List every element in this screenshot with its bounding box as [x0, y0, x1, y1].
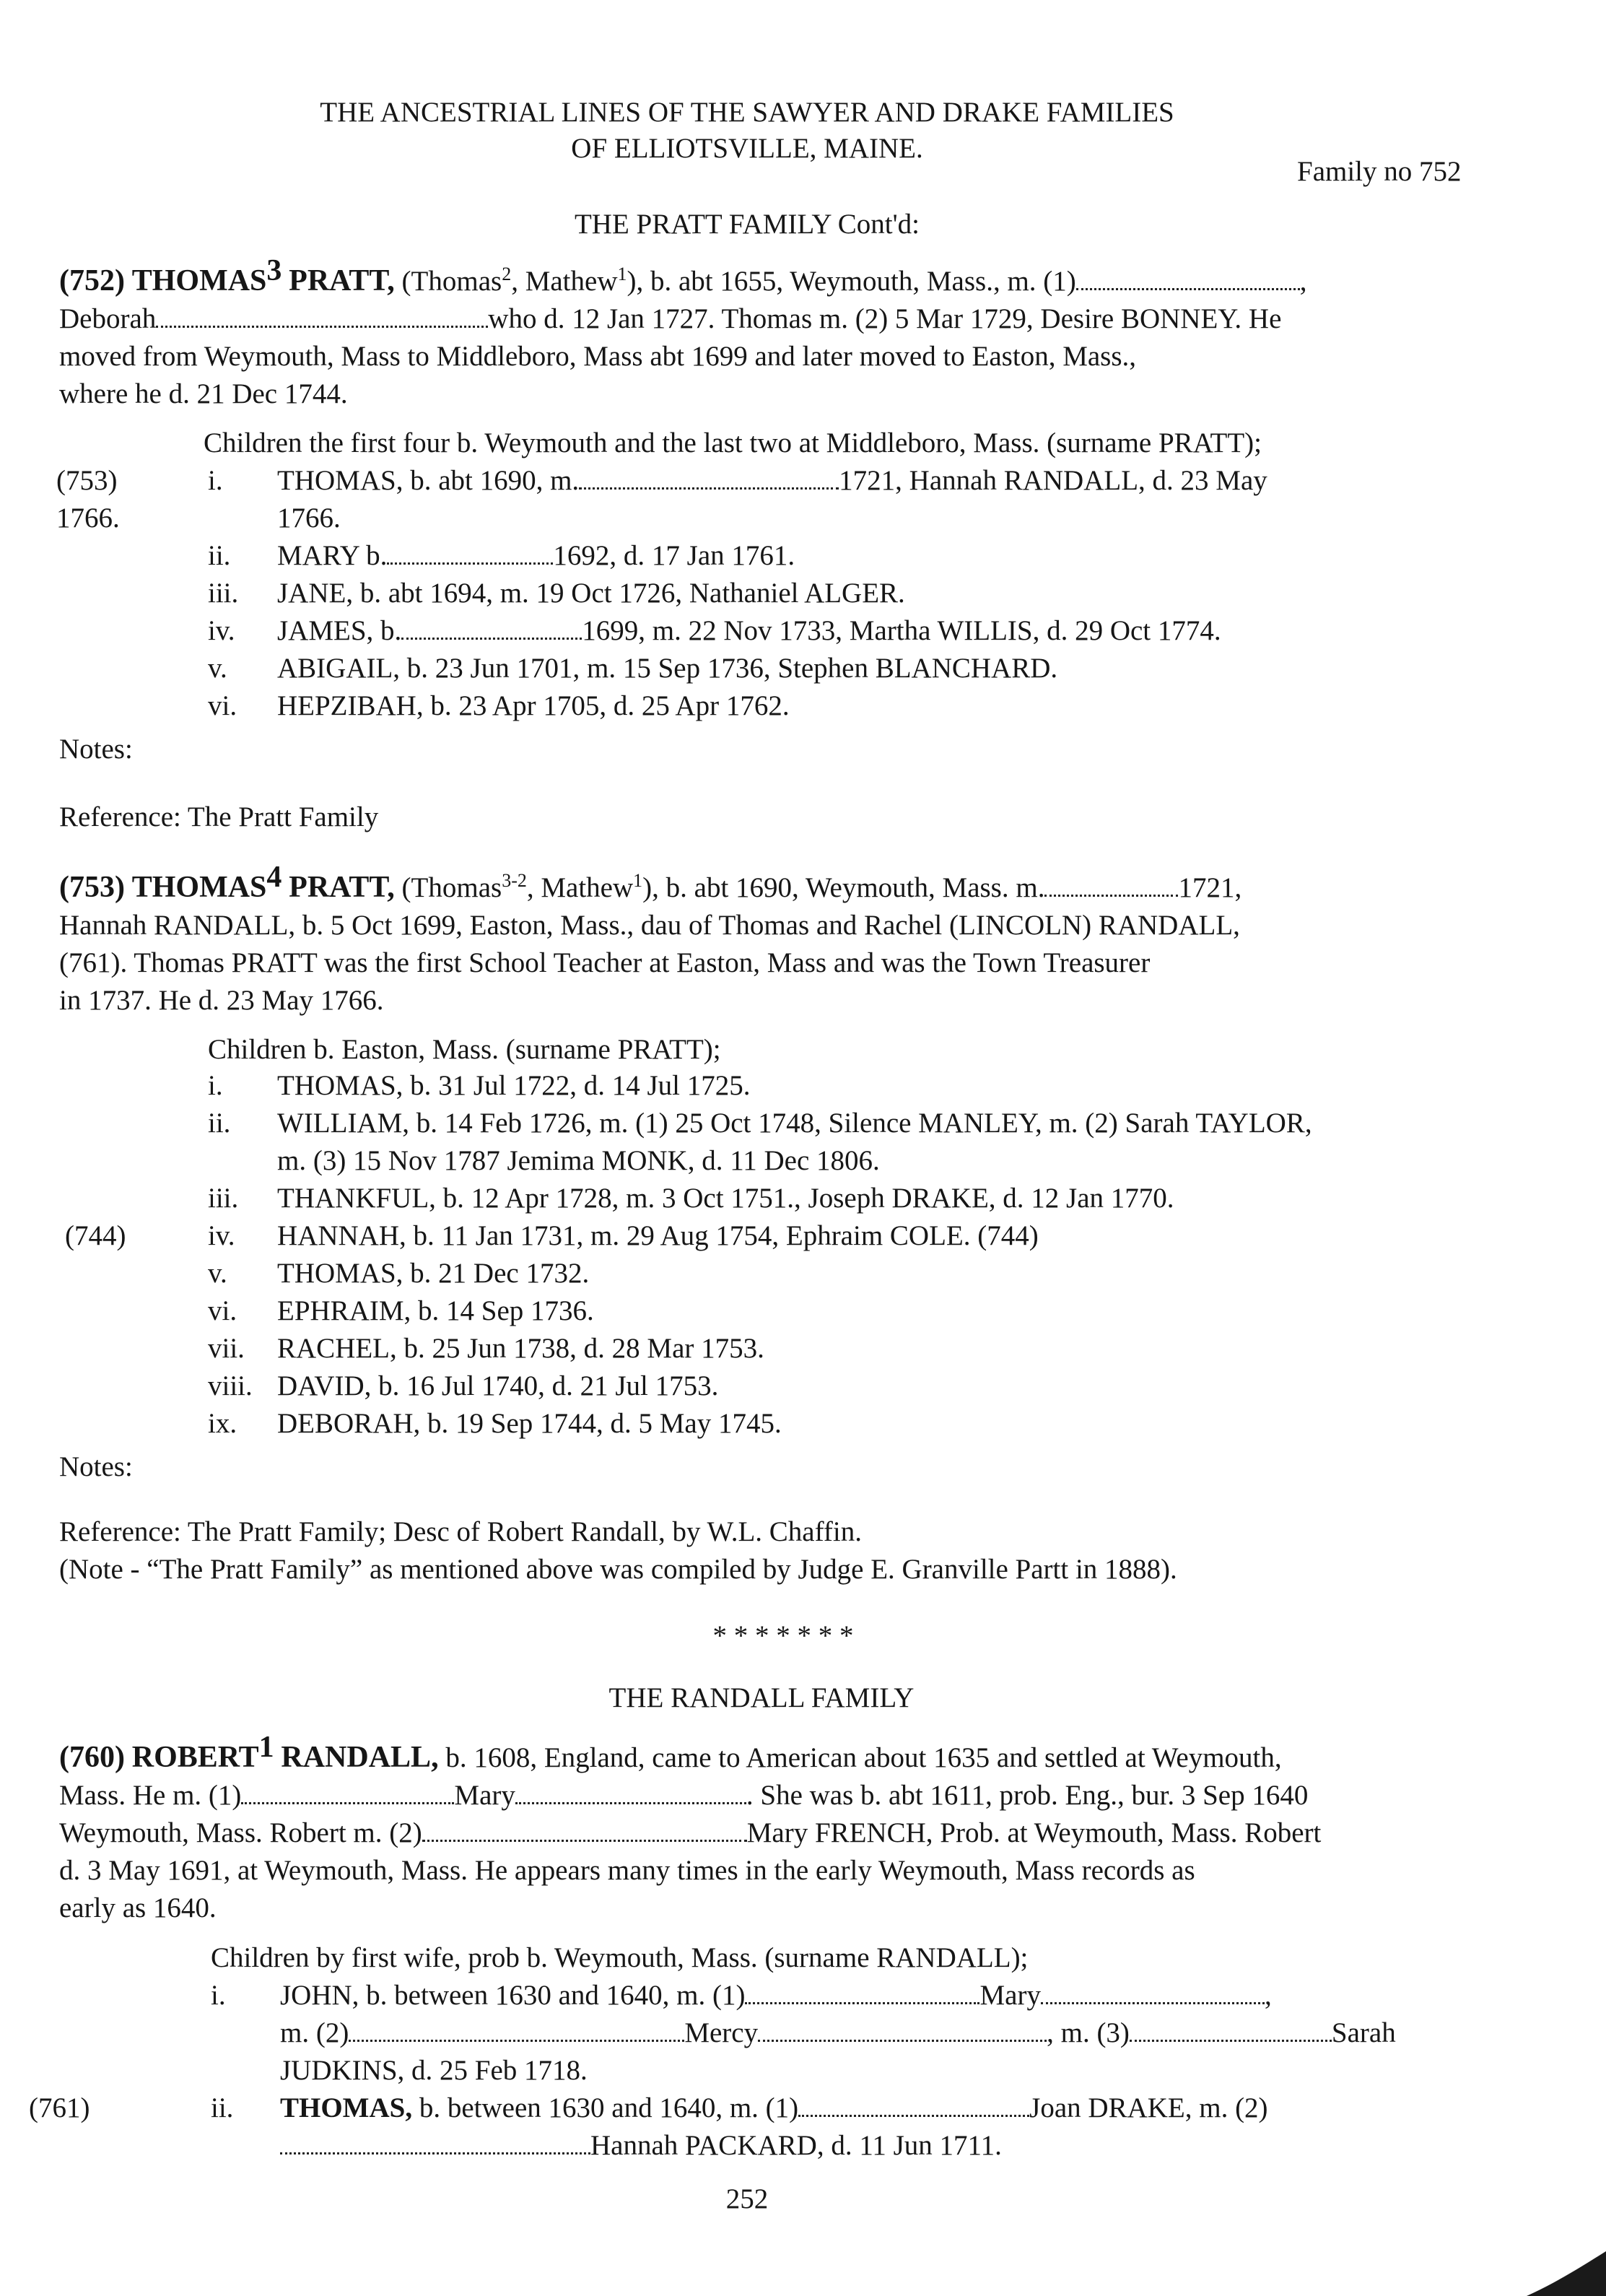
child-roman: i.	[208, 1070, 223, 1101]
entry-753-line1-end: 1721,	[1178, 872, 1242, 903]
list-item	[0, 537, 1606, 575]
entry-752-wife: Deborah	[59, 303, 157, 334]
child-roman: vii.	[208, 1333, 245, 1364]
child-text: DEBORAH, b. 19 Sep 1744, d. 5 May 1745.	[277, 1408, 782, 1439]
child-text-cont	[280, 2127, 1002, 2165]
entry-760-wife2: Mary FRENCH, Prob. at Weymouth, Mass. Robert	[746, 1817, 1322, 1848]
child-text-a: b. between 1630 and 1640, m. (1)	[412, 2092, 799, 2123]
entry-760-line4: d. 3 May 1691, at Weymouth, Mass. He appears many times in the early Weymouth, Mass records as	[59, 1855, 1195, 1886]
child-text: DAVID, b. 16 Jul 1740, d. 21 Jul 1753.	[277, 1370, 719, 1401]
list-item-continuation	[0, 500, 1606, 537]
entry-752-lineage: (Thomas	[401, 266, 502, 297]
entry-752	[59, 254, 1561, 413]
entry-752-number: (752)	[59, 264, 125, 297]
child-text-b: 1721, Hannah RANDALL, d. 23 May	[839, 465, 1267, 496]
list-item-continuation	[0, 2014, 1606, 2052]
entry-752-lineage-sup: 2	[502, 264, 512, 284]
list-item	[0, 2090, 1606, 2127]
child-ref: (744)	[65, 1220, 126, 1251]
blank-line	[241, 1780, 454, 1804]
children-intro-753: Children b. Easton, Mass. (surname PRATT);	[208, 1034, 721, 1065]
child-text	[277, 612, 1221, 650]
child-name: MARY	[277, 540, 359, 571]
child-ref: (761)	[29, 2092, 90, 2123]
list-item	[0, 1292, 1606, 1330]
list-item	[0, 650, 1606, 687]
child-roman: ix.	[208, 1408, 237, 1439]
blank-line	[280, 2131, 590, 2154]
child-ref: (753)	[56, 465, 118, 496]
list-item	[0, 1367, 1606, 1405]
child-name: JAMES	[277, 615, 367, 646]
entry-760-wife1: Mary	[454, 1780, 515, 1811]
child-text	[280, 2090, 1268, 2127]
child-roman: ii.	[208, 540, 231, 571]
child-text: JANE, b. abt 1694, m. 19 Oct 1726, Nathaniel ALGER.	[277, 578, 905, 609]
entry-760-line5: early as 1640.	[59, 1892, 217, 1923]
entry-752-lineage-b-sup: 1	[617, 264, 627, 284]
list-item-continuation	[0, 2052, 1606, 2090]
list-item	[0, 1255, 1606, 1292]
entry-752-gen: 3	[266, 254, 282, 287]
blank-line	[387, 541, 553, 565]
list-item	[0, 1105, 1606, 1142]
list-item	[0, 1180, 1606, 1217]
child-text-b: Mary	[979, 1980, 1041, 2011]
child-text-cont: JUDKINS, d. 25 Feb 1718.	[280, 2055, 588, 2086]
entry-752-surname: PRATT,	[289, 264, 395, 297]
child-roman: i.	[208, 465, 223, 496]
reference-752: Reference: The Pratt Family	[59, 801, 379, 832]
entry-752-name: THOMAS	[131, 264, 267, 297]
scan-edge-shadow	[1512, 2245, 1606, 2296]
section-heading-pratt: THE PRATT FAMILY Cont'd:	[574, 209, 920, 240]
child-text-f: , m. (3)	[1047, 2017, 1130, 2048]
blank-line	[1041, 1980, 1265, 2004]
child-name: THOMAS	[277, 465, 396, 496]
child-text: THOMAS, b. 31 Jul 1722, d. 14 Jul 1725.	[277, 1070, 751, 1101]
child-roman: iv.	[208, 615, 235, 646]
child-roman: ii.	[211, 2092, 234, 2123]
entry-753-number: (753)	[59, 871, 125, 904]
child-ref-cont: 1766.	[56, 503, 120, 534]
entry-753	[59, 861, 1561, 1019]
entry-753-line2: Hannah RANDALL, b. 5 Oct 1699, Easton, Mass., dau of Thomas and Rachel (LINCOLN) RANDALL,	[59, 910, 1240, 941]
list-item	[0, 462, 1606, 500]
notes-752: Notes:	[59, 734, 133, 765]
page-title-line2: OF ELLIOTSVILLE, MAINE.	[571, 133, 923, 164]
entry-760-number: (760)	[59, 1741, 125, 1774]
entry-760-gen: 1	[258, 1731, 274, 1764]
child-text-e: Mercy	[684, 2017, 759, 2048]
entry-753-lineage-b-sup: 1	[633, 870, 643, 891]
child-text-a: b.	[359, 540, 388, 571]
child-text-g: Sarah	[1331, 2017, 1396, 2048]
entry-752-lineage-b: , Mathew	[511, 266, 618, 297]
entry-760-line1	[59, 1731, 1561, 1777]
child-roman: vi.	[208, 690, 237, 721]
child-text	[277, 537, 795, 575]
entry-760	[59, 1731, 1561, 1927]
blank-line	[579, 466, 839, 490]
family-number: Family no 752	[1297, 156, 1462, 187]
child-text-b: 1692, d. 17 Jan 1761.	[553, 540, 795, 571]
entry-752-line1-end: ,	[1299, 266, 1307, 297]
child-text: HANNAH, b. 11 Jan 1731, m. 29 Aug 1754, Ephraim COLE. (744)	[277, 1220, 1039, 1251]
list-item	[0, 1977, 1606, 2014]
entry-752-wife-death: who d. 12 Jan 1727. Thomas m. (2) 5 Mar 1729, Desire BONNEY. He	[488, 303, 1282, 334]
page-number: 252	[725, 2183, 769, 2214]
list-item	[0, 575, 1606, 612]
entry-752-line3: moved from Weymouth, Mass to Middleboro, Mass abt 1699 and later moved to Easton, Mass.,	[59, 341, 1137, 372]
child-roman: iv.	[208, 1220, 235, 1251]
child-text	[277, 462, 1267, 500]
note-pratt-family: (Note - “The Pratt Family” as mentioned above was compiled by Judge E. Granville Partt in 1888).	[59, 1554, 1177, 1585]
blank-line	[422, 1818, 747, 1842]
entry-753-name: THOMAS	[131, 871, 267, 904]
reference-753: Reference: The Pratt Family; Desc of Robert Randall, by W.L. Chaffin.	[59, 1516, 862, 1547]
list-item	[0, 687, 1606, 725]
page-title-line1: THE ANCESTRIAL LINES OF THE SAWYER AND DRAKE FAMILIES	[320, 97, 1174, 128]
child-text: RACHEL, b. 25 Jun 1738, d. 28 Mar 1753.	[277, 1333, 764, 1364]
entry-753-gen: 4	[266, 861, 282, 894]
entry-753-surname: PRATT,	[289, 871, 395, 904]
entry-753-birth: ), b. abt 1690, Weymouth, Mass. m.	[642, 872, 1045, 903]
entry-760-m1: Mass. He m. (1)	[59, 1780, 242, 1811]
entry-753-lineage-sup: 3-2	[502, 870, 527, 891]
entry-752-line4: where he d. 21 Dec 1744.	[59, 378, 348, 409]
child-roman: iii.	[208, 1183, 239, 1214]
entry-760-m2: Weymouth, Mass. Robert m. (2)	[59, 1817, 422, 1848]
child-roman: i.	[211, 1980, 226, 2011]
blank-line	[156, 304, 488, 328]
child-roman: viii.	[208, 1370, 253, 1401]
list-item-continuation	[0, 1142, 1606, 1180]
children-intro-752: Children the first four b. Weymouth and the last two at Middleboro, Mass. (surname PRATT);	[204, 427, 1262, 458]
entry-753-line1	[59, 861, 1561, 907]
child-text: THANKFUL, b. 12 Apr 1728, m. 3 Oct 1751., Joseph DRAKE, d. 12 Jan 1770.	[277, 1183, 1174, 1214]
entry-753-line3: (761). Thomas PRATT was the first School Teacher at Easton, Mass and was the Town Treasurer	[59, 947, 1151, 978]
entry-753-lineage-b: , Mathew	[526, 872, 634, 903]
child-text: HEPZIBAH, b. 23 Apr 1705, d. 25 Apr 1762.	[277, 690, 790, 721]
child-text-a: , b.	[366, 615, 402, 646]
blank-line	[1076, 266, 1300, 290]
child-roman: iii.	[208, 578, 239, 609]
blank-line	[401, 616, 582, 640]
list-item-continuation	[0, 2127, 1606, 2165]
child-text-cont: m. (3) 15 Nov 1787 Jemima MONK, d. 11 Dec 1806.	[277, 1145, 880, 1176]
entry-760-wife1-detail: . She was b. abt 1611, prob. Eng., bur. 3 Sep 1640	[746, 1780, 1309, 1811]
child-roman: v.	[208, 1258, 227, 1289]
entry-760-name: ROBERT	[131, 1741, 259, 1774]
list-item	[0, 612, 1606, 650]
child-name: THOMAS,	[280, 2092, 413, 2123]
child-text-d: m. (2)	[280, 2017, 349, 2048]
list-item	[0, 1405, 1606, 1443]
child-text-b: Joan DRAKE, m. (2)	[1029, 2092, 1268, 2123]
child-text: THOMAS, b. 21 Dec 1732.	[277, 1258, 590, 1289]
child-text-c: ,	[1264, 1980, 1272, 2011]
child-text-cont	[280, 2014, 1396, 2052]
entry-753-lineage: (Thomas	[401, 872, 502, 903]
entry-760-line2	[59, 1777, 1561, 1814]
entry-760-birth: b. 1608, England, came to American about 1635 and settled at Weymouth,	[438, 1742, 1282, 1773]
entry-760-line3	[59, 1814, 1561, 1852]
entry-752-line1	[59, 254, 1561, 300]
child-text-a: , b. abt 1690, m.	[396, 465, 580, 496]
child-text-a: JOHN, b. between 1630 and 1640, m. (1)	[280, 1980, 746, 2011]
blank-line	[1130, 2018, 1332, 2042]
child-text: ABIGAIL, b. 23 Jun 1701, m. 15 Sep 1736, Stephen BLANCHARD.	[277, 653, 1058, 684]
entry-752-line2	[59, 300, 1561, 338]
children-intro-760: Children by first wife, prob b. Weymouth, Mass. (surname RANDALL);	[211, 1942, 1029, 1973]
list-item	[0, 1217, 1606, 1255]
entry-752-birth: ), b. abt 1655, Weymouth, Mass., m. (1)	[627, 266, 1076, 297]
child-roman: ii.	[208, 1108, 231, 1139]
list-item	[0, 1330, 1606, 1367]
child-text: EPHRAIM, b. 14 Sep 1736.	[277, 1295, 594, 1326]
blank-line	[745, 1980, 979, 2004]
child-text: WILLIAM, b. 14 Feb 1726, m. (1) 25 Oct 1748, Silence MANLEY, m. (2) Sarah TAYLOR,	[277, 1108, 1312, 1139]
section-separator: * * * * * * *	[712, 1620, 854, 1651]
list-item	[0, 1067, 1606, 1105]
child-text-b: 1699, m. 22 Nov 1733, Martha WILLIS, d. 29 Oct 1774.	[582, 615, 1221, 646]
blank-line	[349, 2018, 684, 2042]
child-roman: vi.	[208, 1295, 237, 1326]
child-text-c: Hannah PACKARD, d. 11 Jun 1711.	[590, 2130, 1002, 2161]
child-text	[280, 1977, 1272, 2014]
blank-line	[758, 2018, 1047, 2042]
child-text-cont: 1766.	[277, 503, 341, 534]
blank-line	[798, 2093, 1029, 2117]
entry-760-surname: RANDALL,	[281, 1741, 439, 1774]
blank-line	[515, 1780, 746, 1804]
entry-753-line4: in 1737. He d. 23 May 1766.	[59, 985, 384, 1016]
section-heading-randall: THE RANDALL FAMILY	[608, 1682, 915, 1713]
blank-line	[1044, 873, 1178, 897]
notes-753: Notes:	[59, 1451, 133, 1482]
child-roman: v.	[208, 653, 227, 684]
